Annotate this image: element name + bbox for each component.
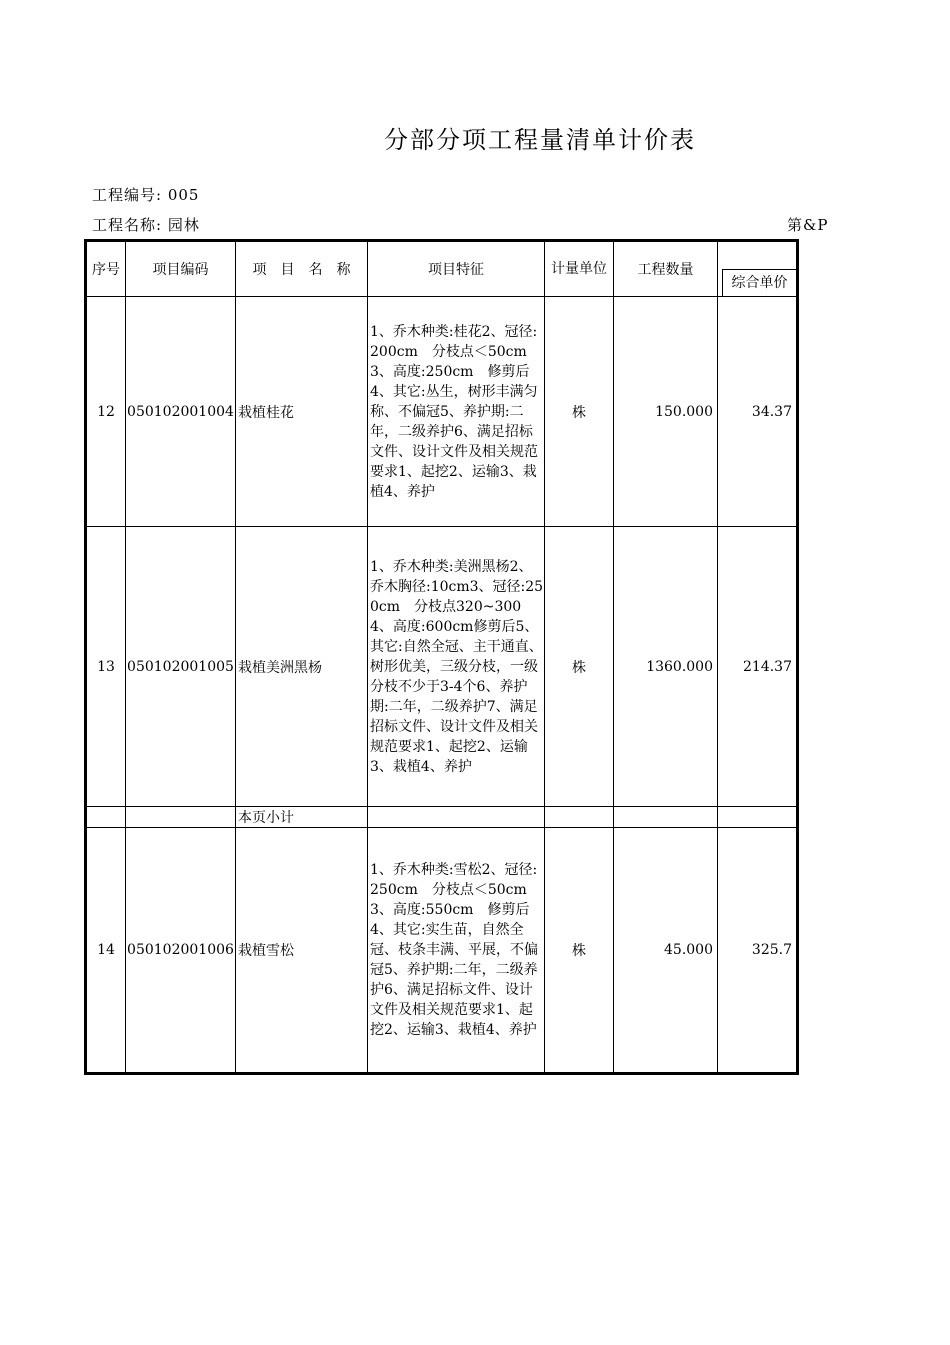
header-unit: 计量单位	[545, 241, 614, 297]
header-unit-price-cell	[718, 241, 798, 297]
row-seq: 12	[86, 297, 126, 527]
pricing-table	[84, 239, 799, 1075]
row-unit: 株	[545, 527, 614, 807]
page-marker: 第&P	[787, 216, 829, 234]
table-row	[86, 828, 798, 1074]
row-price: 214.37	[718, 527, 798, 807]
table-row	[86, 527, 798, 807]
row-feature: 1、乔木种类:美洲黑杨2、乔木胸径:10cm3、冠径:250cm 分枝点320~3004、高度:600cm修剪后5、其它:自然全冠、主干通直、树形优美，三级分枝，一级分枝不少于3-4个6、养护期:二年，二级养护7、满足招标文件、设计文件及相关规范要求1、起挖2、运输3、栽植4、养护	[368, 527, 545, 807]
row-price: 325.7	[718, 828, 798, 1074]
header-code: 项目编码	[126, 241, 236, 297]
subtotal-label: 本页小计	[236, 807, 368, 828]
row-unit: 株	[545, 297, 614, 527]
header-name: 项 目 名 称	[236, 241, 368, 297]
pricing-table-container	[84, 239, 798, 1076]
row-code: 050102001005	[126, 527, 236, 807]
row-code: 050102001006	[126, 828, 236, 1074]
page-title: 分部分项工程量清单计价表	[384, 126, 696, 154]
header-seq: 序号	[86, 241, 126, 297]
row-feature: 1、乔木种类:桂花2、冠径:200cm 分枝点＜50cm3、高度:250cm 修剪后4、其它:丛生，树形丰满匀称、不偏冠5、养护期:二年，二级养护6、满足招标文件、设计文件及相关规范要求1、起挖2、运输3、栽植4、养护	[368, 297, 545, 527]
table-row	[86, 297, 798, 527]
row-price: 34.37	[718, 297, 798, 527]
row-seq: 14	[86, 828, 126, 1074]
row-name: 栽植美洲黑杨	[236, 527, 368, 807]
row-name: 栽植雪松	[236, 828, 368, 1074]
row-qty: 45.000	[614, 828, 718, 1074]
project-name: 工程名称: 园林	[92, 216, 200, 234]
row-seq: 13	[86, 527, 126, 807]
header-qty: 工程数量	[614, 241, 718, 297]
row-feature: 1、乔木种类:雪松2、冠径:250cm 分枝点＜50cm3、高度:550cm 修剪后4、其它:实生苗，自然全冠、枝条丰满、平展，不偏冠5、养护期:二年，二级养护6、满足招标文件、设计文件及相关规范要求1、起挖2、运输3、栽植4、养护	[368, 828, 545, 1074]
header-feature: 项目特征	[368, 241, 545, 297]
project-code: 工程编号: 005	[92, 186, 200, 204]
row-qty: 1360.000	[614, 527, 718, 807]
header-row	[86, 241, 798, 297]
row-qty: 150.000	[614, 297, 718, 527]
row-name: 栽植桂花	[236, 297, 368, 527]
row-code: 050102001004	[126, 297, 236, 527]
subtotal-row	[86, 807, 798, 828]
header-unit-price: 综合单价	[722, 269, 796, 296]
row-unit: 株	[545, 828, 614, 1074]
